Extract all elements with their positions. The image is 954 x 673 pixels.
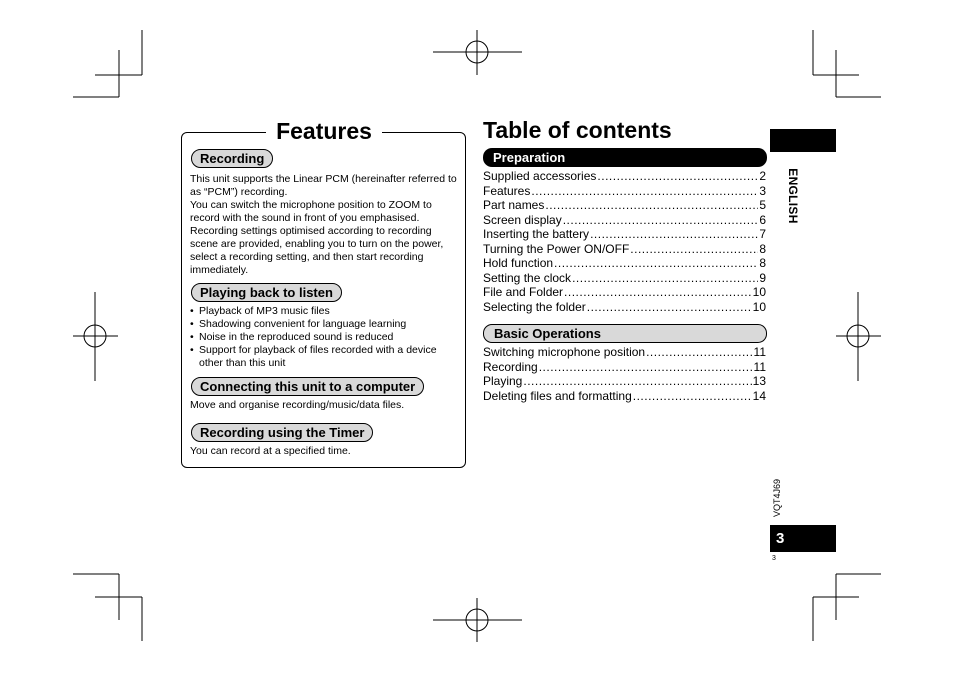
document-code: VQT4J69 [772, 478, 782, 518]
leader-dots [563, 213, 759, 228]
section-heading-timer: Recording using the Timer [191, 423, 373, 442]
toc-title: Table of contents [483, 117, 672, 143]
leader-dots [545, 198, 758, 213]
toc-entry-label: Deleting files and formatting [483, 388, 632, 403]
leader-dots [572, 271, 758, 286]
toc-list-basic-operations [483, 345, 766, 403]
toc-entry-label: Inserting the battery [483, 227, 590, 241]
bullet-item: • Support for playback of files recorded with a device other than this unit [190, 344, 460, 370]
toc-entry-page: 3 [759, 183, 766, 198]
toc-entry[interactable] [483, 345, 766, 360]
toc-entry[interactable] [483, 227, 766, 242]
toc-entry[interactable] [483, 300, 766, 315]
toc-entry[interactable] [483, 389, 766, 404]
toc-entry-label: Recording [483, 359, 538, 374]
leader-dots [646, 345, 752, 360]
toc-entry[interactable] [483, 256, 766, 271]
toc-entry-label: Supplied accessories [483, 169, 597, 183]
leader-dots [531, 184, 758, 199]
toc-entry[interactable] [483, 184, 766, 199]
page-number-small: 3 [772, 555, 776, 562]
leader-dots [539, 360, 753, 375]
language-label: ENGLISH [786, 168, 800, 224]
section-heading-computer: Connecting this unit to a computer [191, 377, 424, 396]
toc-entry[interactable] [483, 271, 766, 286]
toc-entry[interactable] [483, 169, 766, 184]
toc-entry-page: 8 [759, 241, 766, 256]
toc-entry-page: 6 [759, 212, 766, 227]
features-title: Features [266, 116, 382, 146]
toc-list-preparation [483, 169, 766, 314]
toc-entry[interactable] [483, 285, 766, 300]
toc-entry-page: 14 [752, 388, 766, 403]
bullet-item: • Shadowing convenient for language learning [190, 318, 460, 331]
toc-entry-page: 11 [753, 359, 766, 374]
computer-text: Move and organise recording/music/data files. [190, 399, 405, 411]
toc-entry-page: 11 [753, 345, 766, 359]
toc-entry-label: Switching microphone position [483, 345, 646, 359]
toc-entry[interactable] [483, 360, 766, 375]
toc-entry-page: 5 [759, 198, 766, 212]
section-heading-playback: Playing back to listen [191, 283, 342, 302]
leader-dots [587, 300, 752, 315]
toc-entry-label: Hold function [483, 256, 554, 270]
bullet-item: • Playback of MP3 music files [190, 305, 460, 318]
toc-entry-page: 7 [759, 227, 766, 241]
leader-dots [633, 389, 752, 404]
bullet-item: • Noise in the reproduced sound is reduced [190, 331, 460, 344]
toc-entry-label: Selecting the folder [483, 299, 586, 314]
toc-entry-label: Features [483, 183, 531, 198]
leader-dots [590, 227, 758, 242]
section-heading-recording: Recording [191, 149, 273, 168]
leader-dots [554, 256, 758, 271]
playback-bullets [190, 305, 460, 370]
toc-entry[interactable] [483, 213, 766, 228]
toc-entry-page: 13 [752, 374, 766, 388]
page-number-tab: 3 [770, 525, 836, 552]
toc-entry-label: Screen display [483, 212, 562, 227]
leader-dots [564, 285, 752, 300]
leader-dots [597, 169, 758, 184]
toc-entry-page: 10 [752, 285, 766, 299]
timer-description [190, 445, 460, 458]
toc-entry-label: Setting the clock [483, 270, 572, 285]
toc-entry-label: Part names [483, 198, 545, 212]
toc-entry-label: File and Folder [483, 285, 564, 299]
toc-entry-page: 8 [759, 256, 766, 270]
toc-entry-label: Playing [483, 374, 523, 388]
language-tab [770, 129, 836, 152]
toc-entry[interactable] [483, 374, 766, 389]
leader-dots [630, 242, 758, 257]
recording-description [190, 173, 460, 277]
toc-section-basic-operations: Basic Operations [483, 324, 767, 343]
leader-dots [523, 374, 751, 389]
recording-text: This unit supports the Linear PCM (hereinafter referred to as “PCM”) recording. You can switch the microphone position to ZOOM to record with the sound in front of you emphasised. Recording settings optimised according to recording scene are provided, enabling you to turn on the power, select a recording setting, and then start recording immediately. [190, 173, 457, 276]
computer-description [190, 399, 460, 412]
toc-entry-page: 9 [759, 270, 766, 285]
timer-text: You can record at a specified time. [190, 445, 351, 457]
toc-entry-label: Turning the Power ON/OFF [483, 241, 630, 256]
toc-entry-page: 2 [759, 169, 766, 183]
toc-section-preparation: Preparation [483, 148, 767, 167]
toc-entry[interactable] [483, 242, 766, 257]
toc-entry[interactable] [483, 198, 766, 213]
toc-entry-page: 10 [752, 299, 766, 314]
